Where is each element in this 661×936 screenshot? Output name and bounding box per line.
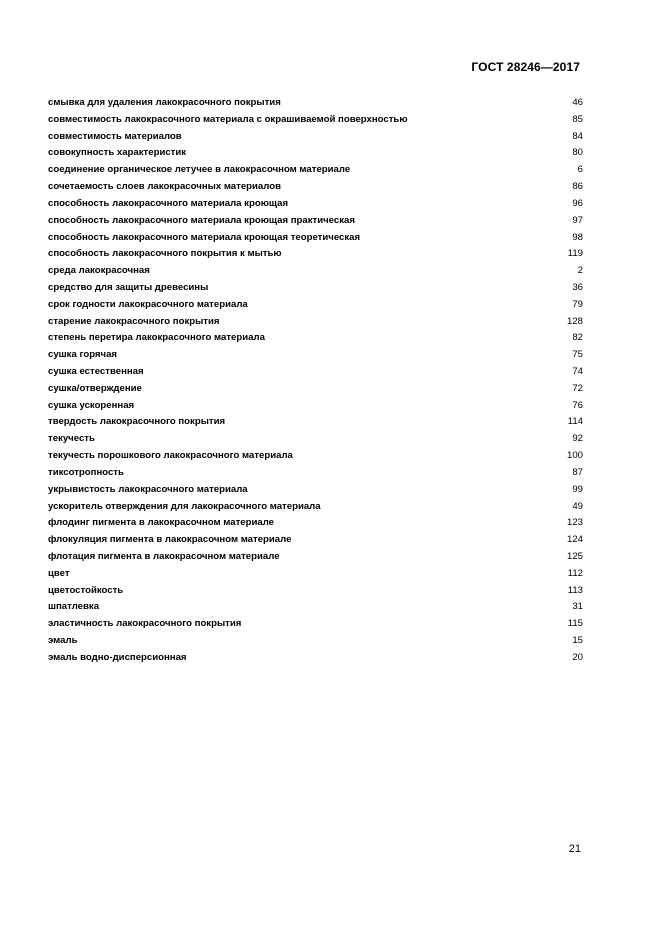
index-entry xyxy=(48,381,583,398)
index-term: эмаль водно-дисперсионная xyxy=(48,651,187,663)
index-term: флокуляция пигмента в лакокрасочном материале xyxy=(48,534,292,546)
index-term: средство для защиты древесины xyxy=(48,281,209,293)
index-term: твердость лакокрасочного покрытия xyxy=(48,416,226,428)
index-term: смывка для удаления лакокрасочного покрытия xyxy=(48,97,281,108)
index-term: способность лакокрасочного материала кроющая теоретическая xyxy=(48,231,361,243)
index-entry xyxy=(48,112,583,129)
index-term: сушка естественная xyxy=(48,366,144,377)
index-term: сушка/отверждение xyxy=(48,382,142,394)
index-term: совокупность характеристик xyxy=(48,147,187,159)
index-page-ref: 123 xyxy=(566,517,583,529)
index-page-ref: 72 xyxy=(572,382,583,394)
index-entry xyxy=(48,364,583,381)
index-page-ref: 85 xyxy=(572,113,583,125)
index-term: способность лакокрасочного материала кроющая практическая xyxy=(48,214,355,226)
index-term: совместимость лакокрасочного материала с окрашиваемой поверхностью xyxy=(48,113,408,125)
index-entry xyxy=(48,583,583,600)
index-term: срок годности лакокрасочного материала xyxy=(48,298,248,310)
index-page-ref: 2 xyxy=(577,265,583,277)
index-page-ref: 76 xyxy=(572,399,583,411)
index-page-ref: 100 xyxy=(566,450,583,462)
alphabetical-index xyxy=(48,95,583,667)
index-term: совместимость материалов xyxy=(48,130,182,142)
index-term: ускоритель отверждения для лакокрасочного материала xyxy=(48,500,321,512)
index-term: сушка горячая xyxy=(48,349,118,361)
index-entry xyxy=(48,549,583,566)
index-term: тиксотропность xyxy=(48,466,124,478)
index-entry xyxy=(48,263,583,280)
index-entry xyxy=(48,179,583,196)
index-entry xyxy=(48,297,583,314)
index-page-ref: 119 xyxy=(567,248,583,260)
index-page-ref: 36 xyxy=(572,281,583,293)
index-page-ref: 15 xyxy=(572,635,583,646)
index-entry xyxy=(48,465,583,482)
index-term: цвет xyxy=(48,567,70,579)
index-term: флотация пигмента в лакокрасочном материале xyxy=(48,550,280,562)
index-term: среда лакокрасочная xyxy=(48,265,150,277)
index-page-ref: 75 xyxy=(572,349,583,361)
index-entry xyxy=(48,330,583,347)
index-page-ref: 125 xyxy=(566,550,583,562)
index-entry xyxy=(48,398,583,415)
index-entry xyxy=(48,145,583,162)
index-term: сушка ускоренная xyxy=(48,399,135,411)
index-page-ref: 97 xyxy=(572,214,583,226)
index-entry xyxy=(48,95,583,112)
index-page-ref: 49 xyxy=(572,500,583,512)
index-term: эмаль xyxy=(48,635,78,646)
index-term: способность лакокрасочного материала кроющая xyxy=(48,197,289,209)
index-entry xyxy=(48,280,583,297)
index-term: сочетаемость слоев лакокрасочных материалов xyxy=(48,181,281,193)
index-page-ref: 79 xyxy=(572,298,583,310)
index-term: старение лакокрасочного покрытия xyxy=(48,315,220,327)
index-term: способность лакокрасочного покрытия к мытью xyxy=(48,248,282,260)
index-entry xyxy=(48,213,583,230)
index-entry xyxy=(48,314,583,331)
index-page-ref: 114 xyxy=(567,416,583,428)
index-entry xyxy=(48,633,583,650)
index-term: шпатлевка xyxy=(48,601,100,613)
index-entry xyxy=(48,129,583,146)
index-entry xyxy=(48,230,583,247)
index-page-ref: 115 xyxy=(567,618,583,630)
page-number: 21 xyxy=(568,843,581,855)
index-page-ref: 86 xyxy=(572,181,583,193)
index-page-ref: 87 xyxy=(572,466,583,478)
index-term: текучесть xyxy=(48,433,95,445)
index-page-ref: 92 xyxy=(572,433,583,445)
index-page-ref: 6 xyxy=(577,164,583,176)
index-entry xyxy=(48,347,583,364)
index-page-ref: 124 xyxy=(566,534,583,546)
index-entry xyxy=(48,246,583,263)
index-term: укрывистость лакокрасочного материала xyxy=(48,483,248,495)
index-page-ref: 96 xyxy=(572,197,583,209)
index-entry xyxy=(48,448,583,465)
index-page-ref: 84 xyxy=(572,130,583,142)
index-term: степень перетира лакокрасочного материала xyxy=(48,332,265,344)
index-entry xyxy=(48,482,583,499)
index-page-ref: 80 xyxy=(572,147,583,159)
index-page-ref: 46 xyxy=(572,97,583,108)
index-entry xyxy=(48,616,583,633)
index-term: эластичность лакокрасочного покрытия xyxy=(48,618,242,630)
index-entry xyxy=(48,414,583,431)
index-entry xyxy=(48,196,583,213)
index-page-ref: 82 xyxy=(572,332,583,344)
index-page-ref: 31 xyxy=(572,601,583,613)
index-entry xyxy=(48,599,583,616)
index-page-ref: 74 xyxy=(572,366,583,377)
index-term: флодинг пигмента в лакокрасочном материале xyxy=(48,517,274,529)
index-page-ref: 128 xyxy=(566,315,583,327)
index-page-ref: 20 xyxy=(572,651,583,663)
index-page-ref: 112 xyxy=(567,567,583,579)
index-entry xyxy=(48,650,583,667)
index-page-ref: 113 xyxy=(567,584,583,596)
index-entry xyxy=(48,431,583,448)
index-entry xyxy=(48,515,583,532)
index-term: цветостойкость xyxy=(48,584,124,596)
index-page-ref: 98 xyxy=(572,231,583,243)
index-entry xyxy=(48,162,583,179)
index-page-ref: 99 xyxy=(572,483,583,495)
index-entry xyxy=(48,532,583,549)
document-code: ГОСТ 28246—2017 xyxy=(471,60,580,74)
index-entry xyxy=(48,499,583,516)
index-entry xyxy=(48,566,583,583)
index-term: текучесть порошкового лакокрасочного материала xyxy=(48,450,293,462)
index-term: соединение органическое летучее в лакокрасочном материале xyxy=(48,164,351,176)
